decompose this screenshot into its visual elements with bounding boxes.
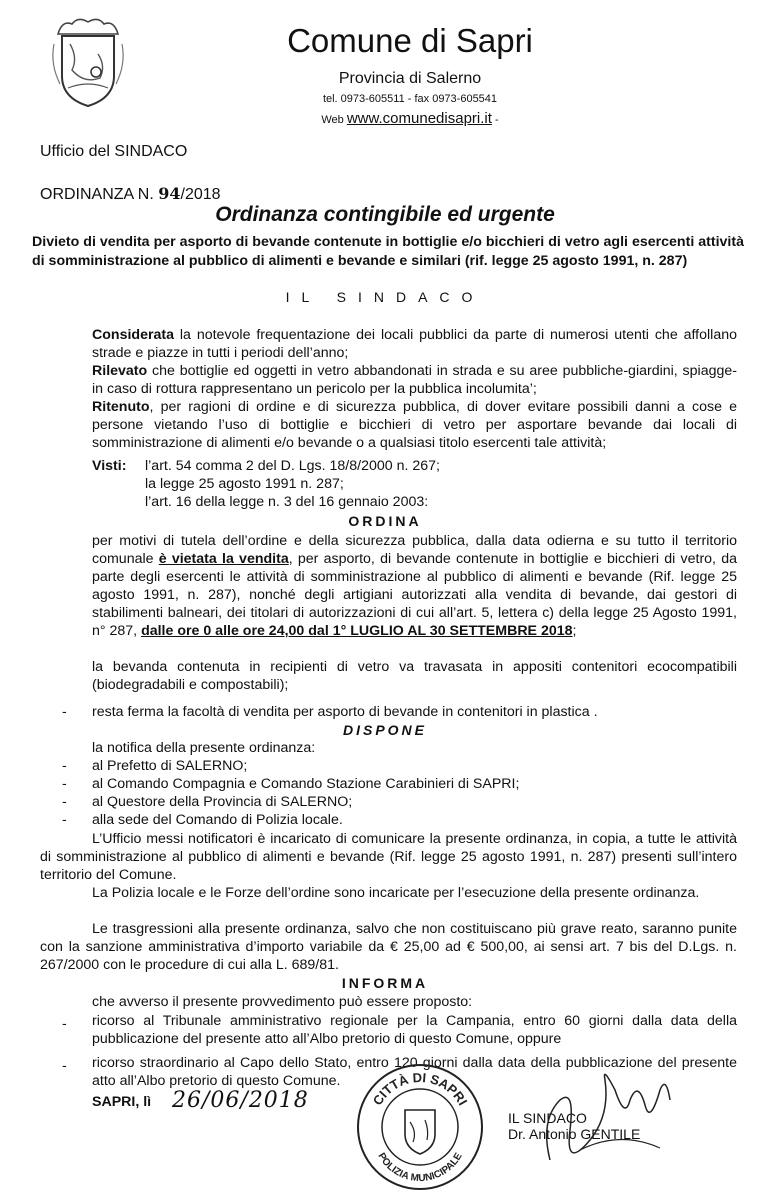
premise-ritenuto: Ritenuto, per ragioni di ordine e di sicurezza pubblica, di dover evitare possibili danni a cose e persone vietando l’uso di bottiglie e bicchieri di vetro per asportare bevande dai locali di somministrazione di alimenti e/o bevande o a qualsiasi titolo esercenti tale attività; — [92, 399, 737, 451]
svg-text:POLIZIA MUNICIPALE — [375, 1151, 464, 1184]
ordina-text: per motivi di tutela dell’ordine e della sicurezza pubblica, dalla data odierna e su tutto il territorio comunale è vietata la vendita, per asporto, di bevande contenute in bottiglie e bicchieri di vetro, da parte degli esercenti le attività di somministrazione al pubblico di alimenti e bevande (Rif. legge 25 agosto 1991, n. 287), nonché degli artigiani autorizzati alla vendita di bevande, dai gestori di stabilimenti balneari, dei titolari di autorizzazioni di cui all’art. 5, lettera c) della legge 25 Agosto 1991, n° 287, dalle ore 0 alle ore 24,00 dal 1° LUGLIO AL 30 SETTEMBRE 2018; — [92, 533, 737, 639]
informa-heading: INFORMA — [341, 975, 429, 991]
il-sindaco-heading: IL SINDACO — [285, 289, 485, 305]
visti-item: l’art. 16 della legge n. 3 del 16 gennaio 2003: — [145, 494, 429, 510]
office-name: Ufficio del SINDACO — [40, 143, 188, 160]
dispone-sanction-paragraph: Le trasgressioni alla presente ordinanza, salvo che non costituiscano più grave reato, saranno punite con la sanzione amministrativa d’importo variabile da € 25,00 ad € 500,00, ai sensi art. 7 bis del D.Lgs. n. 267/2000 con le procedure di cui alla L. 689/81. — [40, 921, 737, 973]
website-link[interactable]: www.comunedisapri.it — [346, 110, 492, 127]
validity-period: dalle ore 0 alle ore 24,00 dal 1° LUGLIO AL 30 SETTEMBRE 2018 — [141, 623, 573, 639]
handwritten-date: 26/06/2018 — [172, 1088, 309, 1113]
web-label: Web — [321, 114, 344, 126]
dispone-item: al Prefetto di SALERNO; — [92, 758, 248, 774]
visti-item: l’art. 54 comma 2 del D. Lgs. 18/8/2000 n. 267; — [145, 458, 440, 474]
ordina-bullet: resta ferma la facoltà di vendita per asporto di bevande in contenitori in plastica . — [92, 704, 598, 720]
bullet-dash: - — [62, 1016, 67, 1032]
website-line — [180, 110, 640, 127]
ordinance-title: Ordinanza contingibile ed urgente — [215, 203, 555, 226]
place-label: SAPRI, lì — [92, 1094, 152, 1110]
ordinance-number: ORDINANZA N. 94/2018 — [40, 184, 221, 203]
dispone-enforcement-paragraph: La Polizia locale e le Forze dell’ordine sono incaricate per l’esecuzione della presente ordinanza. — [92, 885, 700, 901]
dispone-notification-paragraph: L’Ufficio messi notificatori è incaricato di comunicare la presente ordinanza, in copia, a tutte le attività di somministrazione al pubblico di alimenti e bevande (Rif. legge 25 agosto 1991, n. 287) presenti sull’intero territorio del Comune. — [40, 831, 737, 883]
bullet-dash: - — [62, 758, 67, 774]
ordina-heading: ORDINA — [348, 513, 422, 529]
dispone-intro: la notifica della presente ordinanza: — [92, 740, 316, 756]
ordina-note: la bevanda contenuta in recipienti di vetro va travasata in appositi contenitori ecocompatibili (biodegradabili e compostabili); — [92, 659, 737, 693]
handwritten-signature — [520, 1060, 690, 1180]
ordinance-subject: Divieto di vendita per asporto di bevande contenute in bottiglie e/o bicchieri di vetro agli esercenti attività di somministrazione al pubblico di alimenti e bevande e similari (rif. legge 25 agosto 1991, n. 287) — [32, 234, 744, 269]
visti-item: la legge 25 agosto 1991 n. 287; — [145, 476, 344, 492]
contact-phone: tel. 0973-605511 - fax 0973-605541 — [322, 93, 498, 105]
dispone-item: alla sede del Comando di Polizia locale. — [92, 812, 343, 828]
premise-rilevato: Rilevato che bottiglie ed oggetti in vetro abbandonati in strada e su aree pubbliche-giardini, spiagge- in caso di rottura rappresentano un pericolo per la pubblica incolumita’; — [92, 363, 737, 397]
prohibition-emphasis: è vietata la vendita — [158, 551, 289, 567]
bullet-dash: - — [62, 704, 67, 720]
bullet-dash: - — [62, 776, 67, 792]
web-suffix: - — [494, 114, 499, 126]
province-name: Provincia di Salerno — [338, 70, 482, 87]
dispone-item: al Questore della Provincia di SALERNO; — [92, 794, 353, 810]
municipality-title: Comune di Sapri — [287, 22, 533, 59]
signer-title: IL SINDACO — [508, 1110, 587, 1126]
informa-item: ricorso al Tribunale amministrativo regionale per la Campania, entro 60 giorni dalla data della pubblicazione del presente atto all’Albo pretorio di questo Comune, oppure — [92, 1013, 737, 1047]
police-stamp — [355, 1062, 485, 1192]
informa-item: ricorso straordinario al Capo dello Stato, entro 120 giorni dalla data della pubblicazione del presente atto all’Albo pretorio di questo Comune. — [92, 1055, 737, 1089]
informa-intro: che avverso il presente provvedimento può essere proposto: — [92, 994, 473, 1010]
dispone-item: al Comando Compagnia e Comando Stazione Carabinieri di SAPRI; — [92, 776, 520, 792]
bullet-dash: - — [62, 794, 67, 810]
municipal-crest-icon — [48, 14, 128, 110]
signer-name: Dr. Antonio GENTILE — [508, 1126, 641, 1142]
stamp-top-text: CITTÀ DI SAPRI — [369, 1069, 471, 1108]
stamp-bottom-text: POLIZIA MUNICIPALE — [375, 1151, 465, 1185]
bullet-dash: - — [62, 812, 67, 828]
dispone-heading: DISPONE — [342, 722, 427, 738]
premise-considerata: Considerata la notevole frequentazione dei locali pubblici da parte di numerosi utenti che affollano strade e piazze in tutti i periodi dell’anno; — [92, 327, 737, 361]
handwritten-number: 94 — [158, 184, 181, 203]
bullet-dash: - — [62, 1058, 67, 1074]
visti-label: Visti: — [92, 458, 127, 474]
